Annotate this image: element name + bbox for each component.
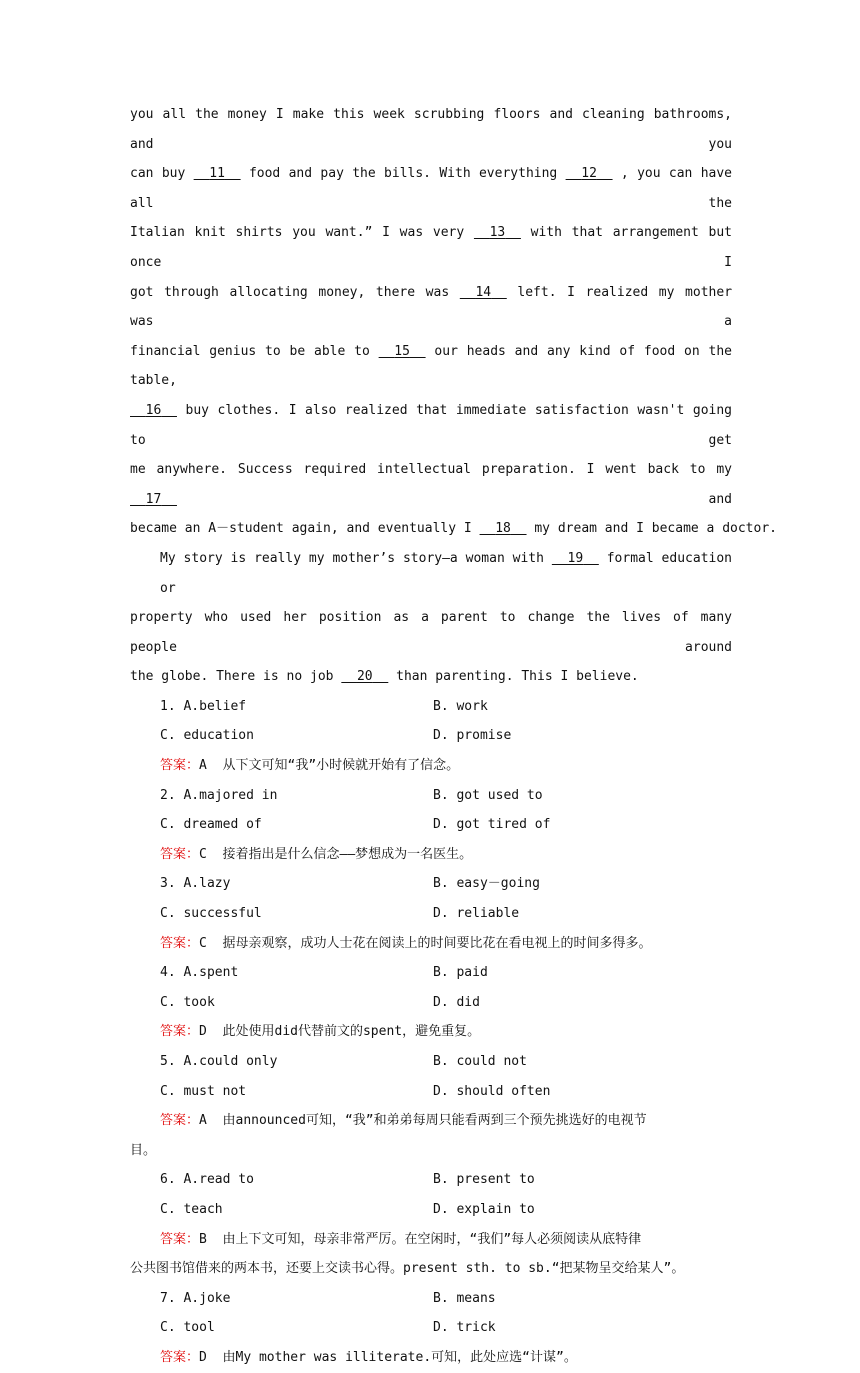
passage-line: can buy 11 food and pay the bills. With everything 12 , you can have all the — [130, 159, 732, 218]
answer-label: 答案： — [160, 1024, 200, 1040]
answer-key: D — [199, 1024, 207, 1040]
option-d: D. did — [433, 994, 480, 1010]
option-d: D. trick — [433, 1320, 496, 1336]
question-5 — [130, 1047, 732, 1165]
option-b: B. paid — [433, 965, 488, 981]
option-c: C. must not — [160, 1083, 247, 1099]
question-options-row — [130, 721, 732, 751]
question-1 — [130, 692, 732, 781]
answer-line — [130, 1343, 732, 1373]
question-options-row: 5. A.could only B. could not — [130, 1047, 732, 1077]
answer-explanation: 此处使用did代替前文的spent，避免重复。 — [222, 1024, 481, 1040]
option-a: A.read to — [183, 1172, 254, 1188]
option-c: C. tool — [160, 1320, 215, 1336]
option-b: B. got used to — [433, 787, 543, 803]
option-a: A.spent — [183, 965, 239, 981]
question-options-row — [130, 1077, 732, 1107]
answer-explanation: 由上下文可知，母亲非常严厉。在空闲时，“我们”每人必须阅读从底特律 — [222, 1231, 642, 1247]
question-options-row — [130, 899, 732, 929]
answer-label: 答案： — [160, 1113, 200, 1129]
question-options-row: 3. A.lazy B. easy－going — [130, 869, 732, 899]
answer-key: D — [199, 1349, 207, 1365]
option-b: B. means — [433, 1290, 496, 1306]
question-options-row: 7. A.joke B. means — [130, 1284, 732, 1314]
option-c: C. successful — [160, 906, 262, 922]
answer-line — [130, 1106, 732, 1136]
question-4 — [130, 958, 732, 1047]
answer-continuation: 公共图书馆借来的两本书，还要上交读书心得。present sth. to sb.“把某物呈交给某人”。 — [130, 1261, 685, 1277]
answer-explanation: 由My mother was illiterate.可知，此处应选“计谋”。 — [222, 1349, 577, 1365]
answer-line — [130, 1225, 732, 1255]
question-7 — [130, 1284, 732, 1373]
blank-11: 11 — [209, 166, 225, 182]
answer-label: 答案： — [160, 1231, 200, 1247]
option-c: C. teach — [160, 1201, 223, 1217]
answer-key: B — [199, 1231, 207, 1247]
question-6 — [130, 1165, 732, 1283]
passage-line: the globe. There is no job 20 than parenting. This I believe. — [130, 662, 732, 692]
blank-15: 15 — [394, 343, 410, 359]
answer-explanation: 据母亲观察，成功人士花在阅读上的时间要比花在看电视上的时间多得多。 — [222, 935, 652, 951]
answer-line — [130, 929, 732, 959]
document-page — [130, 100, 777, 1373]
passage-line: My story is really my mother’s story—a woman with 19 formal education or — [130, 544, 732, 603]
option-a: A.belief — [183, 698, 247, 714]
passage-line: Italian knit shirts you want.” I was very 13 with that arrangement but once I — [130, 218, 732, 277]
option-c: C. took — [160, 994, 215, 1010]
question-options-row — [130, 988, 732, 1018]
answer-line — [130, 840, 732, 870]
blank-13: 13 — [489, 225, 506, 241]
answer-label: 答案： — [160, 758, 200, 774]
answer-line — [130, 751, 732, 781]
option-b: B. present to — [433, 1172, 535, 1188]
blank-12: 12 — [581, 166, 597, 182]
option-d: D. reliable — [433, 906, 520, 922]
answer-explanation: 由announced可知，“我”和弟弟每周只能看两到三个预先挑选好的电视节 — [222, 1113, 647, 1129]
option-d: D. got tired of — [433, 817, 551, 833]
answer-key: C — [199, 846, 207, 862]
passage-line: became an A－student again, and eventually I 18 my dream and I became a doctor. — [130, 514, 732, 544]
option-b: B. easy－going — [433, 876, 540, 892]
blank-16: 16 — [145, 402, 162, 418]
option-a: A.majored in — [183, 787, 278, 803]
answer-label: 答案： — [160, 935, 200, 951]
answer-explanation: 接着指出是什么信念——梦想成为一名医生。 — [222, 846, 473, 862]
question-options-row — [130, 1313, 732, 1343]
passage-line: you all the money I make this week scrubbing floors and cleaning bathrooms, and you — [130, 107, 732, 152]
passage-line: 16 buy clothes. I also realized that immediate satisfaction wasn't going to get — [130, 396, 732, 455]
passage-line: got through allocating money, there was 14 left. I realized my mother was a — [130, 278, 732, 337]
answer-key: C — [199, 935, 207, 951]
passage-line: me anywhere. Success required intellectual preparation. I went back to my 17 and — [130, 455, 732, 514]
passage-line: property who used her position as a parent to change the lives of many people around — [130, 610, 732, 655]
blank-18: 18 — [495, 521, 511, 537]
answer-label: 答案： — [160, 1349, 200, 1365]
passage — [130, 100, 777, 692]
answer-key: A — [199, 1113, 207, 1129]
option-d: D. explain to — [433, 1201, 535, 1217]
question-options-row: 2. A.majored in B. got used to — [130, 781, 732, 811]
option-c: C. dreamed of — [160, 817, 262, 833]
question-options-row — [130, 810, 732, 840]
question-2 — [130, 781, 732, 870]
answer-label: 答案： — [160, 846, 200, 862]
blank-14: 14 — [475, 284, 492, 300]
answer-line — [130, 1017, 732, 1047]
question-options-row: 6. A.read to B. present to — [130, 1165, 732, 1195]
passage-line: financial genius to be able to 15 our heads and any kind of food on the table, — [130, 337, 732, 396]
answer-explanation: 从下文可知“我”小时候就开始有了信念。 — [222, 758, 460, 774]
blank-20: 20 — [356, 669, 373, 685]
question-3 — [130, 869, 732, 958]
blank-17: 17 — [145, 491, 162, 507]
blank-19: 19 — [567, 550, 584, 566]
answer-key: A — [199, 758, 207, 774]
question-options-row — [130, 1195, 732, 1225]
question-options-row: 4. A.spent B. paid — [130, 958, 732, 988]
option-c: C. education — [160, 728, 254, 744]
option-a: A.could only — [183, 1054, 278, 1069]
question-options-row: 1. A.belief B. work — [130, 692, 732, 722]
option-b: B. work — [433, 698, 488, 714]
answer-continuation: 目。 — [130, 1142, 157, 1158]
option-a: A.joke — [183, 1290, 231, 1306]
option-d: D. should often — [433, 1083, 551, 1099]
option-b: B. could not — [433, 1054, 527, 1069]
option-a: A.lazy — [183, 876, 231, 892]
option-d: D. promise — [433, 728, 512, 744]
